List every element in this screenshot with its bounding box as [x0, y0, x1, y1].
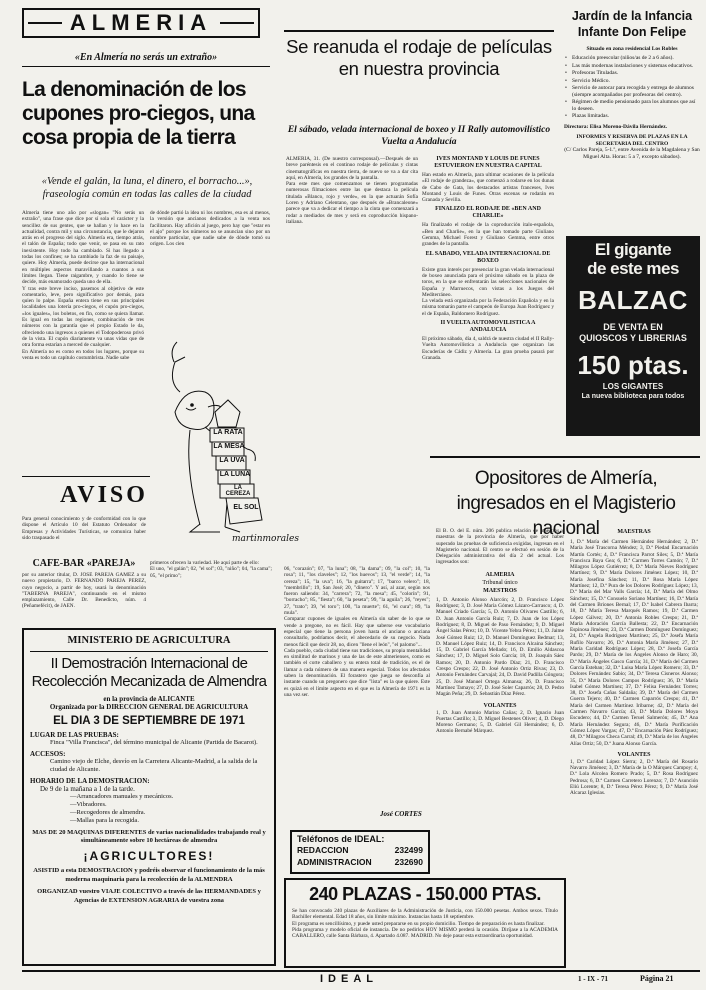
cartoon: [150, 262, 299, 552]
article1-col3: primeros ofrecen la variedad. He aquí parte de ello: El uno, "el galán"; 02, "el sol"; 03, "niño"; 04, "la cama"; 05, "el primo";: [150, 560, 272, 579]
item-4: —Mallas para la recogida.: [70, 817, 139, 824]
balzac-line6: La nueva biblioteca para todos: [581, 393, 685, 400]
opositores-sec-tribunal: Tribunal único: [482, 579, 518, 586]
cartoon-label-rata: LA RATA: [213, 429, 243, 436]
jardin-item: • Las más modernas instalaciones y sistemas educativos.: [565, 62, 694, 69]
ministerio-line2: Organizada por la DIRECCION GENERAL DE AGRICULTURA: [49, 703, 249, 711]
opositores-sec-maestros: MAESTROS: [483, 587, 517, 594]
opositores-sec-volantes: VOLANTES: [483, 702, 517, 709]
jardin-info-text: (C/ Carlos Pareja, 5-1.º, entre Avenida de la Magdalena y San Miguel Alta. Horas: 5 a 7, excepto sábados).: [564, 147, 700, 160]
balzac-line1: El gigante: [594, 240, 672, 259]
balzac-line4: QUIOSCOS Y LIBRERIAS: [579, 333, 687, 343]
telefono-label: REDACCION: [297, 845, 349, 855]
accesos-title: ACCESOS:: [30, 750, 66, 758]
section-masthead: [22, 8, 260, 38]
jardin-item: • Profesoras Tituladas.: [565, 70, 619, 76]
bullet-icon: •: [565, 70, 567, 76]
bullet-icon: •: [565, 62, 567, 69]
footer-rule: [22, 970, 700, 972]
opositores-sec-volantes-f: VOLANTES: [617, 751, 651, 758]
ministerio-line1: en la provincia de ALICANTE: [103, 695, 195, 703]
opositores-maestras: 1, D.ª María del Carmen Hernández Hernández; 2, D.ª María José Trascorna Méndez; 3, D.ª Piedad Encarnación Martín Cortés; 4, D.ª Francisca Parrot Siles; 5, D.ª María Francisca Baya Gea; 6, D.ª Carmen Torres Camón; 7, D.ª Milagros López Gutiérrez; 8, D.ª María Nieves Rodríguez Martínez; 9, D.ª María Dolores Jiménez López; 10, D.ª María Josefina Sánchez; 11, D.ª Rosa María López Martínez; 12, D.ª Pura de los Dolores Rodríguez López; 13, D.ª María del Mar Valls García; 14, D.ª María del Olmo Sánchez; 15, D.ª Consuelo Soriano Martínez; 16, D.ª María del Carmen Briones Bernal; 17, D.ª Isabel Cabrera Ibarra; 18, D.ª María Teresa Marqués Ramos; 19, D.ª Carmen López Gálvez; 20, D.ª Antonia Robles Crespo; 21, D.ª María Adoración García Ballesta; 22, D.ª Encarnación Espinosa Jiménez; 23, D.ª Carmen Domínguez Domínguez; 24, D.ª Ángela Rodríguez Martínez; 25, D.ª Josefa María Rufilo Navarro; 26, D.ª Antonia María Jiménez; 27, D.ª María Caridad Rodríguez López; 28, D.ª Josefa García Pardo; 29, D.ª María de los Ángeles Alonso de Haro; 30, D.ª María Ángeles Gasco García; 31, D.ª María del Carmen García Esteban; 32, D.ª Luisa María López Romero; 33, D.ª Dolores Fernández Sabio; 34, D.ª Teresa Cisneros Alonso; 35, D.ª María Dolores Campos Rodríguez; 36, D.ª María Isabel Gómez Martínez; 37, D.ª Felisa Fernández Torres; 38, D.ª Josefa Cañas Saldaña; 39, D.ª María del Carmen Guerra Tejero; 40, D.ª Carmen Caparrós Crespo; 41, D.ª María del Carmen Martínez Iribarne; 42, D.ª María del Carmen Navarro García; 43, D.ª María Dolores Moya Escudero; 44, D.ª Carmen Teruel Salmerón; 45, D.ª Ana María Hernández Segura; 46, D.ª María Purificación Gómez López Vargas; 47, D.ª Encarnación Páez Rodríguez; 48, D.ª Milagros Checa Carral; 49, D.ª María de los Ángeles Alías Ortiz; 50, D.ª Juana Alonso García.: [570, 539, 698, 747]
aviso-title: AVISO: [60, 482, 148, 508]
jardin-list: [564, 55, 700, 120]
horario-text: De 9 de la mañana a 1 de la tarde.: [40, 785, 135, 793]
telefono-row: [297, 856, 423, 868]
ministerio-date: EL DIA 3 DE SEPTIEMBRE DE 1971: [53, 715, 245, 727]
lugar-title: LUGAR DE LAS PRUEBAS:: [30, 731, 119, 739]
balzac-name: BALZAC: [578, 285, 688, 315]
ministerio-title: II Demostración Internacional de Recolección Mecanizada de Almendra: [31, 655, 267, 690]
ministerio-header: MINISTERIO DE AGRICULTURA: [67, 635, 231, 646]
opositores-volantes-f: 1, D.ª Caridad López Sierra; 2, D.ª María del Rosario Navarro Jiménez; 3, D.ª María de la O Márquez Campoy; 4, D.ª Lola Alcolea Romero Prado; 5, D.ª Rosa Rodríguez Pedrosa; 6, D.ª Carmen Carretero Lorenzo; 7, D.ª Asunción Eliú Lorente; 8, D.ª Teresa Pérez Pérez; 9, D.ª María José Alcaraz Iglesias.: [570, 758, 698, 797]
article2-sub2: FINALIZO EL RODAJE DE «BEN AND CHARLIE»: [435, 206, 541, 220]
footer-page: Página 21: [640, 974, 674, 983]
ministerio-ad: [22, 628, 276, 966]
cartoon-signature: martinmorales: [232, 534, 299, 544]
jardin-item: • Servicio de autocar para recogida y entrega de alumnos (siempre acompañados por profesoras del centro).: [565, 85, 694, 98]
article2-deck: El sábado, velada internacional de boxeo y II Rally automovilístico Vuelta a Andalucía: [287, 125, 551, 147]
balzac-price: 150 ptas.: [577, 350, 689, 380]
opositores-intro: El B. O. del E. núm. 206 publica relación de maestros y maestras de la provincia de Almería, que por haber superado las pruebas de suficiencia exigidas, ingresan en el Magisterio nacional. El centro se efectuó en sesión de la Delegación administrativa del día 2 del actual. Los ingresados son:: [436, 528, 564, 566]
bullet-icon: •: [565, 113, 567, 119]
ministerio-p1: ASISTID a esta DEMOSTRACION y podréis observar el funcionamiento de la más moderna maquinaria para la recolección de la ALMENDRA: [33, 867, 265, 883]
article1-col4: 06, "corazón"; 07, "la luna"; 08, "la dama"; 09, "la col"; 10, "la rosa"; 11, "los claveles"; 12, "los huevos"; 13, "el verde"; 14, "la cereza"; 15, "la uva"; 16, "la guitarra"; 17, "barco velero"; 18, "membrillo"; 19, San José; 20, "dinero". Y así, al azar, según nos fueron saliendo: 34, "carrera"; 72, "la mesa"; 45, "colorín"; 91, "borracho"; 85, "fiesta"; 60, "la peseta"; 99, "la aguila"; 26, "reyes"; 27, "trato"; 39, "el toro"; 100, "la muerte"; 61, "el cura"; 89, "la mula". Comparar cupones de iguales en Almería sin saber de lo que se vende a pregone, no es fácil. Hay que saberse ese vocabulario especial que tiene la persona joven hasta el anciano o anciana consultarlo, podríamos decir, el abecedario de su negocio. Nada menos fácil que decir 28, no, dicen "llene el león", "el palomo"... Cada pueblo, cada ciudad tiene sus tradiciones, su propia mentalidad en similitud de marinos y una de las de este almerienses, como es también el corte caballero y su entera total de tradición, es el de llamar a cada número de una manera especial. Todos los afectados saben la denominación. El forastero que juega se desconfía al instante cuando un pregonero que dice "lista" es la que quiere. Este es quizá en el límite aspecto en el que es la Almería de 1971 es la una vez ser.: [284, 566, 430, 698]
balzac-ad: [566, 236, 700, 436]
divider: [22, 66, 270, 67]
bullet-icon: •: [565, 99, 567, 105]
jardin-item: • Educación preescolar (niños/as de 2 a 6 años).: [565, 55, 674, 61]
jardin-subtitle: Situado en zona residencial Los Robles: [586, 46, 678, 52]
divider: [22, 476, 150, 477]
balzac-line5: LOS GIGANTES: [602, 382, 664, 391]
article2-sub4: II VUELTA AUTOMOVILISTICA A ANDALUCIA: [440, 320, 536, 334]
jardin-title: Jardín de la Infancia Infante Don Felipe: [571, 9, 693, 39]
plazas-headline: 240 PLAZAS - 150.000 PTAS.: [309, 884, 541, 904]
divider: [284, 30, 554, 32]
article2-sub3: EL SABADO, VELADA INTERNACIONAL DE BOXEO: [425, 250, 551, 264]
telefonos-box: [290, 830, 430, 874]
footer-date: 1 - IX - 71: [578, 975, 608, 983]
footer-paper: IDEAL: [320, 973, 378, 985]
opositores-sec-maestras: MAESTRAS: [617, 529, 651, 535]
cartoon-label-uva: LA UVA: [219, 457, 245, 464]
accesos-text: Camino viejo de Elche, desvío en la Carretera Alicante-Madrid, a la salida de la ciudad de Alicante.: [50, 758, 258, 773]
article2-col5: El próximo sábado, día 4, saldrá de nuestra ciudad el II Rally-Vuelta Automovilística a Andalucía que organizan las Escuderías de Cádiz y Almería. La gran prueba pasará por Granada.: [422, 336, 554, 361]
jardin-director: Directora: Elisa Moreno-Dávila Hernández.: [564, 123, 668, 130]
telefono-number: 232690: [394, 857, 423, 867]
divider: [430, 456, 700, 458]
telefono-row: [297, 844, 423, 856]
bullet-icon: •: [565, 55, 567, 61]
bullet-icon: •: [565, 77, 567, 84]
cartoon-label-mesa: LA MESA: [213, 443, 245, 450]
bullet-icon: •: [565, 85, 567, 91]
plazas-text: Se han convocado 240 plazas de Auxiliares de la Administración de Justicia, con 150.000 pesetas. Ambos sexos. Título Bachiller elemental. Edad 18 años, sin límite máximo. Instancias hasta 18 septiembre. El programa es sencillísimo, y puede usted prepararse en su propio domicilio. Tiempo de preparación es hasta finalizar. Pida programa y modelo oficial de instancia. De no pedirlos HOY MISMO perderá la ocasión. Diríjase a la ACADEMIA CABALLERO, calle Santa Bárbara, 4. Apartado 4.087. MADRID. No deje pasar esta extraordinaria oportunidad.: [292, 908, 558, 940]
jardin-item: • Servicio Médico.: [565, 77, 610, 84]
jardin-item: • Plazas limitadas.: [565, 113, 609, 119]
jardin-item: • Régimen de medio pensionado para los alumnos que así lo deseen.: [565, 99, 696, 112]
article2-sub1: IVES MONTAND Y LOUIS DE FUNES ESTUVIERON EN NUESTRA CAPITAL: [434, 156, 542, 169]
telefono-number: 232499: [394, 845, 423, 855]
article2-col1: ALMERIA, 31. (De nuestro corresponsal).—Después de un breve paréntesis en el continuo rodaje de películas y cintas cinematográficas en nuestra tierra, de nuevo se va a dar cita aquí, en Almería, los grandes de la pantalla. Para este mes que comenzamos se tienen programadas numerosas filmaciones entre las que destaca la película titulada «Blanco, rojo y verde», en la que actuarán Sofía Loren y Adriano Celentano, que después de «Brancaleone» parece que va a dedicar el tiempo a la cinta que comenzará a rodar a mediados de mes y será en coproducción hispano-italiana.: [286, 156, 418, 225]
jardin-info-title: INFORMES Y RESERVA DE PLAZAS EN LA SECRETARIA DEL CENTRO: [576, 134, 688, 147]
cartoon-label-cereza: LA CEREZA: [225, 485, 251, 497]
article1-byline: José CORTES: [380, 810, 422, 818]
article2-col3: Ha finalizado el rodaje de la coproducción italo-española, «Ben and Charlie», en la que han tomado parte Giuliano Gemma, Michael Forest y Giuliano Gemma, entre otros grandes de la pantalla.: [422, 222, 554, 248]
jardin-ad: [564, 8, 700, 234]
aviso-text2: por su anterior titular, D. JOSE PAREJA GAMEZ a su nuevo propietario, D. FERNANDO PAREJA PEREZ, cuyo negocio, a partir de hoy, usará la denominación "TABERNA PAREJA", continuando en el mismo emplazamiento, Calle Dr. Benedicto, núm. 4 (Peñamefécit), de JAEN.: [22, 572, 146, 610]
cartoon-label-luna: LA LUNA: [219, 471, 251, 478]
lugar-text: Finca "Villa Francisca", del término municipal de Alicante (Partida de Bacarot).: [50, 739, 258, 746]
balzac-line2: de este mes: [587, 259, 679, 278]
telefono-label: ADMINISTRACION: [297, 857, 372, 867]
section-title: ALMERIA: [62, 11, 220, 35]
article1-col1: Almería tiene uno año por «slogan» "No serás un extraño", una frase que dice por sí sola el carácter y la sencillez de sus gentes, que se hallan y lo hace en la actualidad, contra mil y una circunstancia, que le dejaron atrás en el progreso del siglo. Almería era, tiempo atrás, el talón de España; todo que venir, se pasa en su rato inexistente. Hoy todo ha cambiado. Si has llegado a todas los confines; se ha cambiado la faz de su paisaje, quiere. Hoy Almería, puede decirse que ha internacional en múltiples aspectos maravillando a cuantos a sus límites llegan. Tiene raigambre, y cuando lo tiene se decide, más enamorado queda uno de ella. Y tras este breve inciso, pasemos al objetivo de este comentario, leve, pero significativo por demás, para quien lo palpe. España entera tiene en sus principales localidades una lotería pro-ciegos, el cupón pro-ciegos, «los iguales», los boletos, en fin, como se quiera llamar. Es igual en todas las regiones, combinación de tres números con la garantía que el propio Estado le da, ofreciendo una ingresos a quienes el Todopoderoso privó de la vista. El cupón diariamente va unas vidas que de otra forma estarían a merced de cualquier. En Almería no es como en todos los lugares, porque su venta es todo un capítulo costumbrista. Nadie sabe: [22, 210, 144, 361]
article1-headline: La denominación de los cupones pro-ciegos, una cosa propia de la tierra: [22, 78, 255, 149]
opositores-maestros: 1, D. Antonio Alonso Alarcón; 2, D. Francisco López Rodríguez; 3, D. José María Gómez Lázaro-Carrasco; 4, D. Manuel Criado García; 5, D. Antonio Olivares Castillo; 6, D. Juan Antonio García Ruiz; 7, D. Juan de los López Rodríguez; 8, D. Miguel de Paso Fernández; 9, D. Miguel Ángel Salas Pérez; 10, D. Vicente Yebra Pérez; 11, D. Jaime José Gómez Ruiz; 12, D. Manuel Domínguez Bedmar; 13, D. Manuel López Ruiz; 14, D. Francisco Alcaina Sánchez; 15, D. Gabriel García Mellado; 16, D. Emilio Aldascoa Sánchez; 17, D. Miguel Solo García; 18, D. Joaquín Sáez Ramos; 20, D. Antonio Pardo Díaz; 21, D. Francisco Crespo Crespo; 22, D. José Antonio Ortiz Rivas; 23, D. Antonio Fernández Carvajal; 24, D. David Padilla Góngora; 25, D. José Manuel Ortega Almansa; 26, D. Francisco Martínez Tamayo; 27, D. José Soler Caparrós; 28, D. Pedro Magán Peña; 29, D. Sebastián Díaz Pérez.: [436, 596, 564, 698]
cartoon-label-sol: EL SOL: [233, 504, 259, 511]
article2-headline: Se reanuda el rodaje de películas en nuestra provincia: [286, 36, 552, 79]
telefonos-title: Teléfonos de IDEAL:: [297, 834, 385, 844]
item-3: —Recogedores de almendra.: [70, 809, 146, 816]
horario-title: HORARIO DE LA DEMOSTRACION:: [30, 777, 150, 785]
agricultores-slogan: ¡AGRICULTORES!: [83, 849, 215, 863]
opositores-volantes-m: 1, D. Juan Antonio Marino Cañas; 2, D. Ignacio Juan Puertas Castillo; 3, D. Miguel Bestenes Oliver; 4, D. Diego Moreno Germano; 5, D. Gabriel Gil Hernández; 6, D. Antonio Bernabé Márquez.: [436, 709, 564, 735]
item-1: —Arrancadores manuales y mecánicos.: [70, 793, 174, 800]
ministerio-p2: ORGANIZAD vuestro VIAJE COLECTIVO a través de las HERMANDADES y Agencias de EXTENSION AGRARIA de vuestra zona: [37, 888, 261, 904]
article1-kicker: «En Almería no serás un extraño»: [74, 52, 218, 63]
aviso-name: CAFE-BAR «PAREJA»: [32, 558, 136, 569]
article2-col2: Han estado en Almería, para ultimar ocasiones de la película «El rodaje de grandeza», que comenzó a rodarse en los dunas de Cabo de Gata, los destacados artistas franceses, Ives Montand y Louis de Funes. Otras escenas se rodarán en Granada y Sevilla.: [422, 172, 554, 204]
opositores-sec-almeria: ALMERIA: [485, 571, 515, 578]
divider: [30, 651, 268, 652]
item-2: —Vibradores.: [70, 801, 107, 808]
aviso-text1: Para general conocimiento y de conformidad con lo que dispone el Artículo 10 del Estatuto Ordenador de Empresas y Actividades Turísticas, se comunica haber sido traspasado el: [22, 516, 146, 541]
opositores-headline: Opositores de Almería, ingresados en el Magisterio nacional: [456, 468, 676, 539]
plazas-ad: [284, 878, 566, 968]
article2-col4: Existe gran interés por presenciar la gran velada internacional de boxeo anunciada para el próximo sábado en la plaza de toros, en la que se enfrentarán las selecciones nacionales de España y Marruecos, con vistas a los Juegos del Mediterráneo. La velada está organizada por la Federación Española y en la misma tomarán parte el campeón de Europa Juan Rodríguez y el de España, Baldomero Rodríguez.: [422, 266, 554, 317]
article1-deck: «Vende el galán, la luna, el dinero, el borracho...», fraseología común en todas las calles de la ciudad: [41, 176, 253, 200]
balzac-line3: DE VENTA EN: [603, 322, 663, 332]
maquinas-text: MAS DE 20 MAQUINAS DIFERENTES de varias nacionalidades trabajando real y simultáneamente sobre 10 hectáreas de almendra: [32, 829, 266, 844]
article1-col2: de dónde partió la idea ni los nombres, esa es al menos, la versión que ancianos dedicados a la venta nos facilitaron. Hay afición al juego, pero hay que "estar en el ajo" porque los números no se anuncian sino por un nombre particular, que nadie sabe de dónde tomó su origen. Los cien: [150, 210, 270, 248]
